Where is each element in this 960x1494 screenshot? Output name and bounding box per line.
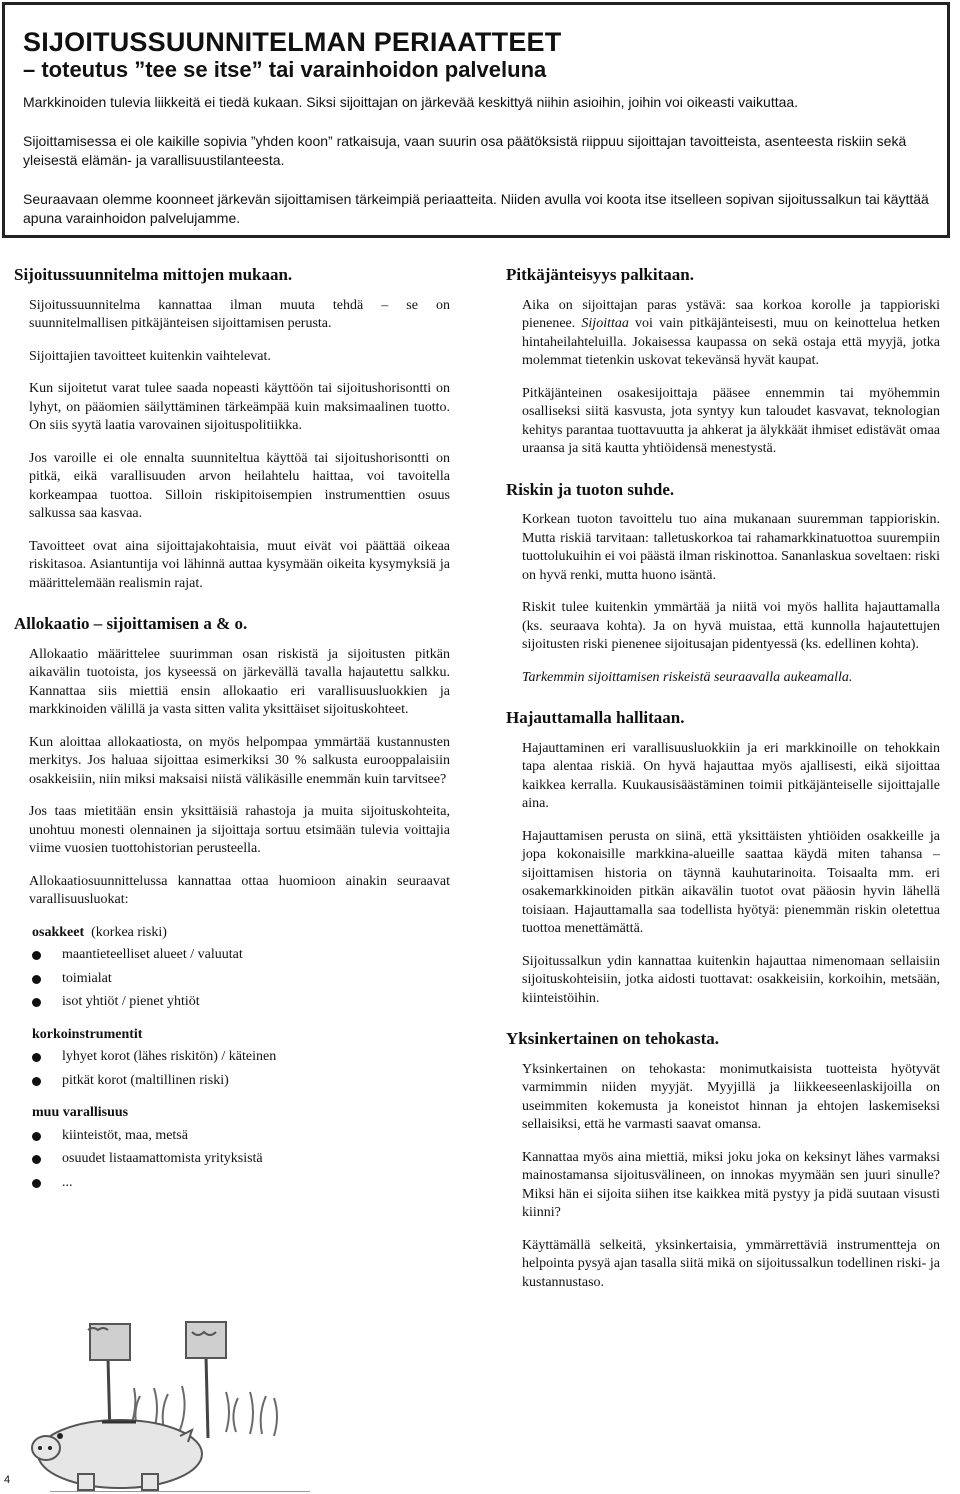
list-item: lyhyet korot (lähes riskitön) / käteinen bbox=[32, 1048, 450, 1067]
paragraph: Aika on sijoittajan paras ystävä: saa korkoa korolle ja tappioriski pienenee. Sijoittaa voi vain pitkäjänteisesti, muu on keinottelua hetken hintaheilahteluilla. Jokaisessa kaupassa on sekä ostaja että myyjä, jotka molemmat tietenkin uskovat tekevänsä hyvät kaupat. bbox=[522, 297, 940, 368]
intro-box bbox=[2, 2, 950, 238]
bullet-list bbox=[32, 946, 450, 1012]
section-heading: Hajauttamalla hallitaan. bbox=[506, 708, 685, 727]
paragraph: Sijoittajien tavoitteet kuitenkin vaihtelevat. bbox=[29, 348, 271, 364]
piggy-bank-garden-illustration bbox=[30, 1318, 310, 1492]
paragraph: Hajauttaminen eri varallisuusluokkiin ja eri markkinoille on tehokkain tapa alentaa riskiä. On hyvä hajauttaa myös ajallisesti, eikä sijoittaa kaikkea kerralla. Kuukausisäästäminen toimii pitkäjänteiselle sijoittajalle aina. bbox=[522, 740, 940, 811]
paragraph: Pitkäjänteinen osakesijoittaja pääsee ennemmin tai myöhemmin osalliseksi siitä kasvusta, jota syntyy kun taloudet kasvavat, teknologian kehitys parantaa tuottavuutta ja ahkerat ja älykkäät ihmiset edistävät omaa uraansa ja sitä kautta yhtiöidensä menestystä. bbox=[522, 385, 940, 456]
paragraph: Korkean tuoton tavoittelu tuo aina mukanaan suuremman tappioriskin. Mutta riskiä tarvitaan: talletuskorkoa tai rahamarkkinatuottoa suurempiin tuottolukuihin ei voi päästä ilman riskinottoa. Sananlaskua soveltaen: riski on hyvä renki, mutta huono isäntä. bbox=[522, 512, 940, 583]
intro-paragraph-2: Sijoittamisessa ei ole kaikille sopivia ”yhden koon” ratkaisuja, vaan suurin osa päätöksistä riippuu sijoittajan tavoitteista, asenteesta riskiin sekä yleisestä elämän- ja varallisuustilanteesta. bbox=[23, 133, 907, 168]
list-item: kiinteistöt, maa, metsä bbox=[32, 1127, 450, 1146]
paragraph: Kannattaa myös aina miettiä, miksi joku joka on keksinyt lähes varmaksi mainostamansa sijoitusvälineen, on innokas myymään sen juuri sinulle? Miksi hän ei sijoita siihen itse kaikkea mitä pystyy ja pidä suutaan visusti kiinni? bbox=[522, 1149, 940, 1220]
section-heading: Pitkäjänteisyys palkitaan. bbox=[506, 265, 694, 284]
paragraph: Allokaatio määrittelee suurimman osan riskistä ja sijoitusten pitkän aikavälin tuotoista, jos kyseessä on järkevällä tavalla hajautettu salkku. Kannattaa siis miettiä ensin allokaatio eri varallisuusluokkien ja markkinoiden välillä ja vasta sitten valita yksittäiset sijoituskohteet. bbox=[29, 646, 450, 717]
paragraph: Jos varoille ei ole ennalta suunniteltua käyttöä tai sijoitushorisontti on pitkä, eikä varallisuuden arvon heilahtelu haittaa, voi tavoitella korkeampaa tuottoa. Silloin riskipitoisempien instrumenttien osuus salkussa saa kasvaa. bbox=[29, 450, 450, 521]
paragraph: Tavoitteet ovat aina sijoittajakohtaisia, muut eivät voi päättää oikeaa riskitasoa. Asiantuntija voi lähinnä auttaa kysymään oikeita kysymyksiä ja määrittelemään realismin rajat. bbox=[29, 538, 450, 591]
left-column bbox=[14, 266, 450, 1197]
section-heading: Yksinkertainen on tehokasta. bbox=[506, 1029, 720, 1048]
asset-class-heading bbox=[32, 924, 450, 943]
section-heading: Riskin ja tuoton suhde. bbox=[506, 479, 675, 499]
list-item: ... bbox=[32, 1174, 450, 1193]
section-heading: Sijoitussuunnitelma mittojen mukaan. bbox=[14, 265, 293, 284]
paragraph: Tarkemmin sijoittamisen riskeistä seuraavalla aukeamalla. bbox=[522, 669, 853, 685]
paragraph: Allokaatiosuunnittelussa kannattaa ottaa huomioon ainakin seuraavat varallisuusluokat: bbox=[29, 873, 450, 907]
paragraph: Yksinkertainen on tehokasta: monimutkaisista tuotteista hyötyvät varmimmin niiden myyjät. Myyjillä ja liikkeeseenlaskijoilla on useimmiten kokemusta ja koneistot hinnan ja ehtojen laskemiseksi sellaisiksi, että he varmasti saavat omansa. bbox=[522, 1061, 940, 1132]
asset-class-heading: muu varallisuus bbox=[32, 1105, 129, 1120]
asset-class-label: osakkeet bbox=[32, 924, 85, 940]
section-heading: Allokaatio – sijoittamisen a & o. bbox=[14, 614, 248, 633]
list-item: maantieteelliset alueet / valuutat bbox=[32, 946, 450, 965]
paragraph: Sijoitussalkun ydin kannattaa kuitenkin hajauttaa nimenomaan sellaisiin sijoituskohteisiin, jotka aidosti tuottavat: osakkeisiin, korkoihin, metsään, kiinteistöihin. bbox=[522, 953, 940, 1006]
bullet-list bbox=[32, 1127, 450, 1193]
page-number: 4 bbox=[4, 1474, 11, 1486]
intro-paragraph-3: Seuraavaan olemme koonneet järkevän sijoittamisen tärkeimpiä periaatteita. Niiden avulla voi koota itse itselleen sopivan sijoitussalkun tai käyttää apuna varainhoidon palvelujamme. bbox=[23, 191, 929, 226]
intro-paragraph-1: Markkinoiden tulevia liikkeitä ei tiedä kukaan. Siksi sijoittajan on järkevää keskittyä niihin asioihin, joihin voi oikeasti vaikuttaa. bbox=[23, 94, 799, 110]
paragraph: Hajauttamisen perusta on siinä, että yksittäisten yhtiöiden osakkeille ja jopa kokonaisille markkina-alueille saattaa käydä miten tahansa – sijoittamisen historia on täynnä kauhutarinoita. Toisaalta mm. eri osakemarkkinoiden pitkän aikavälin tuotot ovat pääosin hyvin lähellä toisiaan. Hajauttamalla saa todellista hyötyä: pienemmän riskin oletettua tuottoa menettämättä. bbox=[522, 828, 940, 936]
right-column bbox=[506, 266, 940, 1306]
paragraph: Kun sijoitetut varat tulee saada nopeasti käyttöön tai sijoitushorisontti on lyhyt, on pääomien säilyttäminen tärkeämpää kuin maksimaalinen tuotto. On siis syytä laatia varovainen sijoituspolitiikka. bbox=[29, 381, 450, 433]
paragraph: Riskit tulee kuitenkin ymmärtää ja niitä voi myös hallita hajauttamalla (ks. seuraava kohta). Ja on hyvä muistaa, että kunnolla hajautettujen sijoitusten riski pienenee sijoitusajan pidentyessä (ks. edellinen kohta). bbox=[522, 600, 940, 652]
asset-class-heading: korkoinstrumentit bbox=[32, 1026, 143, 1042]
bullet-list bbox=[32, 1048, 450, 1090]
list-item: isot yhtiöt / pienet yhtiöt bbox=[32, 993, 450, 1012]
paragraph: Kun aloittaa allokaatiosta, on myös helpompaa ymmärtää kustannusten merkitys. Jos haluaa sijoittaa esimerkiksi 30 % salkusta eurooppalaisiin osakkeisiin, niin miksi maksaisi niistä välikäsille enemmän kuin tarvitsee? bbox=[29, 734, 450, 787]
list-item: toimialat bbox=[32, 970, 450, 989]
paragraph: Käyttämällä selkeitä, yksinkertaisia, ymmärrettäviä instrumentteja on helpointa pysyä ajan tasalla siitä mikä on sijoitussalkun todellinen riski- ja kustannustaso. bbox=[522, 1237, 940, 1290]
page-subtitle: – toteutus ”tee se itse” tai varainhoidon palveluna bbox=[23, 57, 547, 82]
list-item: pitkät korot (maltillinen riski) bbox=[32, 1072, 450, 1091]
paragraph: Jos taas mietitään ensin yksittäisiä rahastoja ja muita sijoituskohteita, unohtuu monesti olennainen ja sijoittaja sortuu etsimään tulevia voittajia viime vuosien tuottohistorian perusteella. bbox=[29, 804, 450, 856]
page-title: SIJOITUSSUUNNITELMAN PERIAATTEET bbox=[23, 27, 562, 57]
list-item: osuudet listaamattomista yrityksistä bbox=[32, 1150, 450, 1169]
asset-class-note: (korkea riski) bbox=[91, 924, 167, 940]
paragraph: Sijoitussuunnitelma kannattaa ilman muuta tehdä – se on suunnitelmallisen pitkäjänteisen sijoittamisen perusta. bbox=[29, 297, 450, 331]
